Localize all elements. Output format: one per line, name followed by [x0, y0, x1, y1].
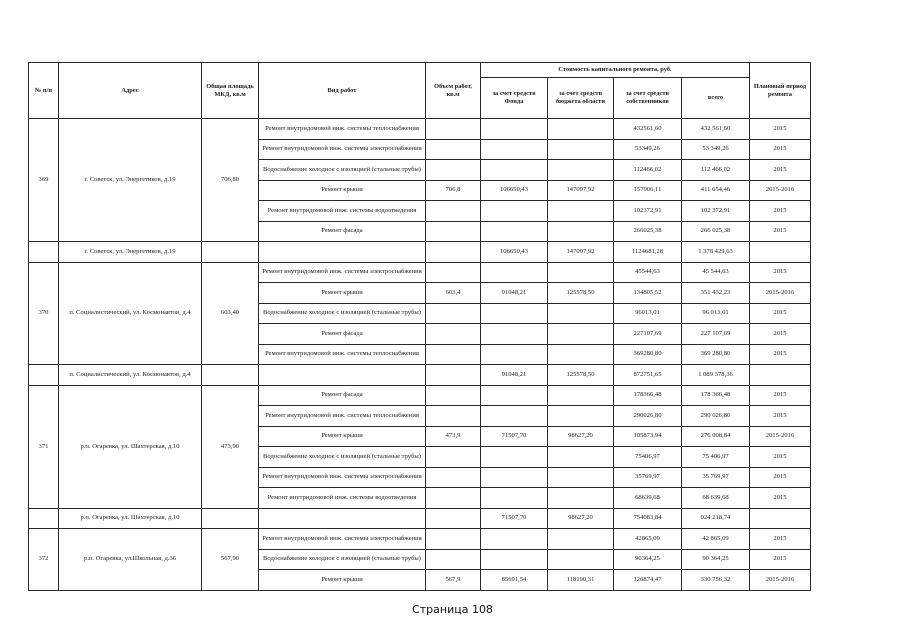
- row-total: 68 639,68: [682, 488, 750, 509]
- header-fund: за счет средств Фонда: [481, 78, 548, 119]
- row-period: 2015: [750, 119, 811, 140]
- summary-volume: [426, 365, 481, 386]
- row-work: Ремонт фасада: [259, 324, 426, 345]
- row-area: 603,40: [202, 262, 259, 365]
- summary-fund: 91048,21: [481, 365, 548, 386]
- row-total: 290 026,80: [682, 406, 750, 427]
- row-fund: 106650,43: [481, 180, 548, 201]
- row-owners: 369280,80: [614, 344, 682, 365]
- row-owners: 35769,97: [614, 467, 682, 488]
- row-owners: 96013,01: [614, 303, 682, 324]
- table-header-row: [29, 63, 811, 78]
- row-fund: [481, 119, 548, 140]
- row-period: 2015-2016: [750, 180, 811, 201]
- row-owners: 290026,80: [614, 406, 682, 427]
- row-work: Ремонт внутридомовой инж. системы теплоснабжения: [259, 406, 426, 427]
- row-fund: 91048,21: [481, 283, 548, 304]
- summary-area: [202, 242, 259, 263]
- row-owners: 105873,94: [614, 426, 682, 447]
- row-period: 2015: [750, 221, 811, 242]
- row-volume: [426, 529, 481, 550]
- row-volume: [426, 447, 481, 468]
- row-period: 2015: [750, 303, 811, 324]
- summary-owners: 1124681,28: [614, 242, 682, 263]
- row-volume: [426, 324, 481, 345]
- row-period: 2015: [750, 488, 811, 509]
- summary-region: 125578,50: [548, 365, 614, 386]
- row-total: 266 025,38: [682, 221, 750, 242]
- summary-period: [750, 508, 811, 529]
- row-work: Ремонт крыши: [259, 283, 426, 304]
- row-work: Водоснабжение холодное с изоляцией (стальные трубы): [259, 303, 426, 324]
- row-total: 53 349,26: [682, 139, 750, 160]
- row-period: 2015: [750, 467, 811, 488]
- table-row: [29, 385, 811, 406]
- header-region: за счет средств бюджета области: [548, 78, 614, 119]
- row-volume: 473,9: [426, 426, 481, 447]
- summary-period: [750, 242, 811, 263]
- row-period: 2015: [750, 344, 811, 365]
- row-period: 2015-2016: [750, 570, 811, 591]
- row-area: 567,90: [202, 529, 259, 591]
- row-owners: 53349,26: [614, 139, 682, 160]
- row-address: г. Советск, ул. Энергетиков, д.19: [59, 119, 202, 242]
- row-period: 2015: [750, 406, 811, 427]
- summary-address: г. Советск, ул. Энергетиков, д.19: [59, 242, 202, 263]
- row-owners: 432561,60: [614, 119, 682, 140]
- row-total: 45 544,63: [682, 262, 750, 283]
- row-fund: [481, 549, 548, 570]
- row-owners: 42865,09: [614, 529, 682, 550]
- summary-volume: [426, 508, 481, 529]
- row-region: [548, 139, 614, 160]
- row-volume: [426, 488, 481, 509]
- row-total: 330 756,32: [682, 570, 750, 591]
- row-total: 178 366,48: [682, 385, 750, 406]
- row-volume: [426, 344, 481, 365]
- row-fund: [481, 529, 548, 550]
- row-work: Ремонт внутридомовой инж. системы электроснабжения: [259, 262, 426, 283]
- row-volume: [426, 160, 481, 181]
- row-work: Ремонт внутридомовой инж. системы теплоснабжения: [259, 119, 426, 140]
- row-fund: [481, 303, 548, 324]
- row-fund: [481, 324, 548, 345]
- row-volume: [426, 262, 481, 283]
- row-fund: [481, 201, 548, 222]
- row-region: [548, 303, 614, 324]
- summary-owners: 754083,84: [614, 508, 682, 529]
- row-total: 102 372,91: [682, 201, 750, 222]
- row-region: [548, 488, 614, 509]
- row-total: 369 280,80: [682, 344, 750, 365]
- row-volume: [426, 467, 481, 488]
- row-period: 2015: [750, 160, 811, 181]
- row-fund: [481, 262, 548, 283]
- row-period: 2015: [750, 385, 811, 406]
- row-work: Ремонт крыши: [259, 180, 426, 201]
- summary-num: [29, 365, 59, 386]
- row-fund: [481, 139, 548, 160]
- row-period: 2015: [750, 447, 811, 468]
- row-fund: [481, 406, 548, 427]
- summary-work: [259, 508, 426, 529]
- row-num: 369: [29, 119, 59, 242]
- row-total: 112 466,02: [682, 160, 750, 181]
- row-period: 2015-2016: [750, 283, 811, 304]
- row-area: 473,90: [202, 385, 259, 508]
- row-volume: [426, 119, 481, 140]
- row-owners: 134805,52: [614, 283, 682, 304]
- row-work: Ремонт крыши: [259, 570, 426, 591]
- summary-region: 98627,20: [548, 508, 614, 529]
- row-region: [548, 385, 614, 406]
- row-volume: [426, 139, 481, 160]
- row-work: Ремонт внутридомовой инж. системы теплоснабжения: [259, 344, 426, 365]
- row-work: Ремонт фасада: [259, 221, 426, 242]
- summary-num: [29, 508, 59, 529]
- summary-region: 147097,92: [548, 242, 614, 263]
- row-region: [548, 221, 614, 242]
- row-owners: 68639,68: [614, 488, 682, 509]
- row-region: [548, 406, 614, 427]
- row-region: 147097,92: [548, 180, 614, 201]
- row-work: Ремонт внутридомовой инж. системы электроснабжения: [259, 529, 426, 550]
- row-owners: 266025,38: [614, 221, 682, 242]
- row-owners: 45544,63: [614, 262, 682, 283]
- header-work: Вид работ: [259, 63, 426, 119]
- summary-volume: [426, 242, 481, 263]
- row-fund: [481, 488, 548, 509]
- row-address: р.п. Огаревка, ул. Шахтерская, д.10: [59, 385, 202, 508]
- row-address: п. Социалистический, ул. Космонавтов, д.4: [59, 262, 202, 365]
- summary-row: [29, 365, 811, 386]
- summary-num: [29, 242, 59, 263]
- row-fund: [481, 221, 548, 242]
- table-row: [29, 529, 811, 550]
- summary-total: 924 218,74: [682, 508, 750, 529]
- row-fund: [481, 467, 548, 488]
- row-fund: [481, 385, 548, 406]
- row-volume: [426, 201, 481, 222]
- row-period: 2015: [750, 529, 811, 550]
- header-owners: за счет средств собственников: [614, 78, 682, 119]
- header-cost-group: Стоимость капитального ремонта, руб.: [481, 63, 750, 78]
- header-num: № п/п: [29, 63, 59, 119]
- row-region: [548, 262, 614, 283]
- row-region: [548, 324, 614, 345]
- row-region: [548, 447, 614, 468]
- row-region: [548, 467, 614, 488]
- row-fund: [481, 160, 548, 181]
- summary-area: [202, 508, 259, 529]
- row-total: 432 561,60: [682, 119, 750, 140]
- row-volume: 567,9: [426, 570, 481, 591]
- table-row: [29, 262, 811, 283]
- summary-address: п. Социалистический, ул. Космонавтов, д.4: [59, 365, 202, 386]
- row-region: 125578,50: [548, 283, 614, 304]
- capital-repair-table: [28, 62, 811, 591]
- row-area: 706,80: [202, 119, 259, 242]
- row-region: 98627,20: [548, 426, 614, 447]
- row-total: 75 406,97: [682, 447, 750, 468]
- summary-fund: 106650,43: [481, 242, 548, 263]
- row-period: 2015: [750, 139, 811, 160]
- row-total: 90 364,25: [682, 549, 750, 570]
- document-sheet: [28, 62, 811, 591]
- row-period: 2015: [750, 201, 811, 222]
- row-region: [548, 119, 614, 140]
- row-total: 351 432,23: [682, 283, 750, 304]
- table-row: [29, 119, 811, 140]
- row-work: Ремонт внутридомовой инж. системы электроснабжения: [259, 139, 426, 160]
- row-num: 370: [29, 262, 59, 365]
- row-total: 42 865,09: [682, 529, 750, 550]
- row-work: Ремонт фасада: [259, 385, 426, 406]
- row-volume: [426, 549, 481, 570]
- summary-work: [259, 365, 426, 386]
- row-owners: 102372,91: [614, 201, 682, 222]
- header-address: Адрес: [59, 63, 202, 119]
- header-total: всего: [682, 78, 750, 119]
- row-volume: [426, 385, 481, 406]
- row-owners: 178366,48: [614, 385, 682, 406]
- row-work: Ремонт внутридомовой инж. системы водоотведения: [259, 201, 426, 222]
- row-volume: [426, 406, 481, 427]
- row-period: 2015: [750, 549, 811, 570]
- header-volume: Объем работ, кв.м: [426, 63, 481, 119]
- row-owners: 126874,47: [614, 570, 682, 591]
- row-work: Водоснабжение холодное с изоляцией (стальные трубы): [259, 549, 426, 570]
- row-region: [548, 549, 614, 570]
- row-work: Водоснабжение холодное с изоляцией (стальные трубы): [259, 447, 426, 468]
- row-fund: 71507,70: [481, 426, 548, 447]
- row-owners: 112466,02: [614, 160, 682, 181]
- row-fund: [481, 447, 548, 468]
- summary-work: [259, 242, 426, 263]
- row-fund: [481, 344, 548, 365]
- row-owners: 90364,25: [614, 549, 682, 570]
- row-work: Ремонт крыши: [259, 426, 426, 447]
- summary-period: [750, 365, 811, 386]
- row-total: 276 008,84: [682, 426, 750, 447]
- row-total: 96 013,01: [682, 303, 750, 324]
- row-num: 372: [29, 529, 59, 591]
- row-total: 35 769,97: [682, 467, 750, 488]
- row-volume: [426, 221, 481, 242]
- header-period: Плановый период ремонта: [750, 63, 811, 119]
- page-number: Страница 108: [412, 603, 493, 616]
- row-work: Ремонт внутридомовой инж. системы электроснабжения: [259, 467, 426, 488]
- summary-address: р.п. Огаревка, ул. Шахтерская, д.10: [59, 508, 202, 529]
- row-period: 2015-2016: [750, 426, 811, 447]
- row-region: [548, 529, 614, 550]
- summary-fund: 71507,70: [481, 508, 548, 529]
- row-period: 2015: [750, 324, 811, 345]
- row-work: Водоснабжение холодное с изоляцией (стальные трубы): [259, 160, 426, 181]
- row-volume: 603,4: [426, 283, 481, 304]
- row-work: Ремонт внутридомовой инж. системы водоотведения: [259, 488, 426, 509]
- row-region: [548, 160, 614, 181]
- row-volume: [426, 303, 481, 324]
- summary-total: 1 378 429,63: [682, 242, 750, 263]
- row-total: 411 654,46: [682, 180, 750, 201]
- row-region: 118190,31: [548, 570, 614, 591]
- row-fund: 85691,54: [481, 570, 548, 591]
- row-num: 371: [29, 385, 59, 508]
- summary-row: [29, 508, 811, 529]
- summary-owners: 872751,65: [614, 365, 682, 386]
- row-region: [548, 201, 614, 222]
- summary-total: 1 089 378,36: [682, 365, 750, 386]
- row-region: [548, 344, 614, 365]
- row-total: 227 107,69: [682, 324, 750, 345]
- header-area: Общая площадь МКД, кв.м: [202, 63, 259, 119]
- row-owners: 75406,97: [614, 447, 682, 468]
- row-owners: 157906,11: [614, 180, 682, 201]
- row-volume: 706,8: [426, 180, 481, 201]
- summary-row: [29, 242, 811, 263]
- row-owners: 227107,69: [614, 324, 682, 345]
- row-address: р.п. Огаревка, ул.Школьная, д.36: [59, 529, 202, 591]
- summary-area: [202, 365, 259, 386]
- row-period: 2015: [750, 262, 811, 283]
